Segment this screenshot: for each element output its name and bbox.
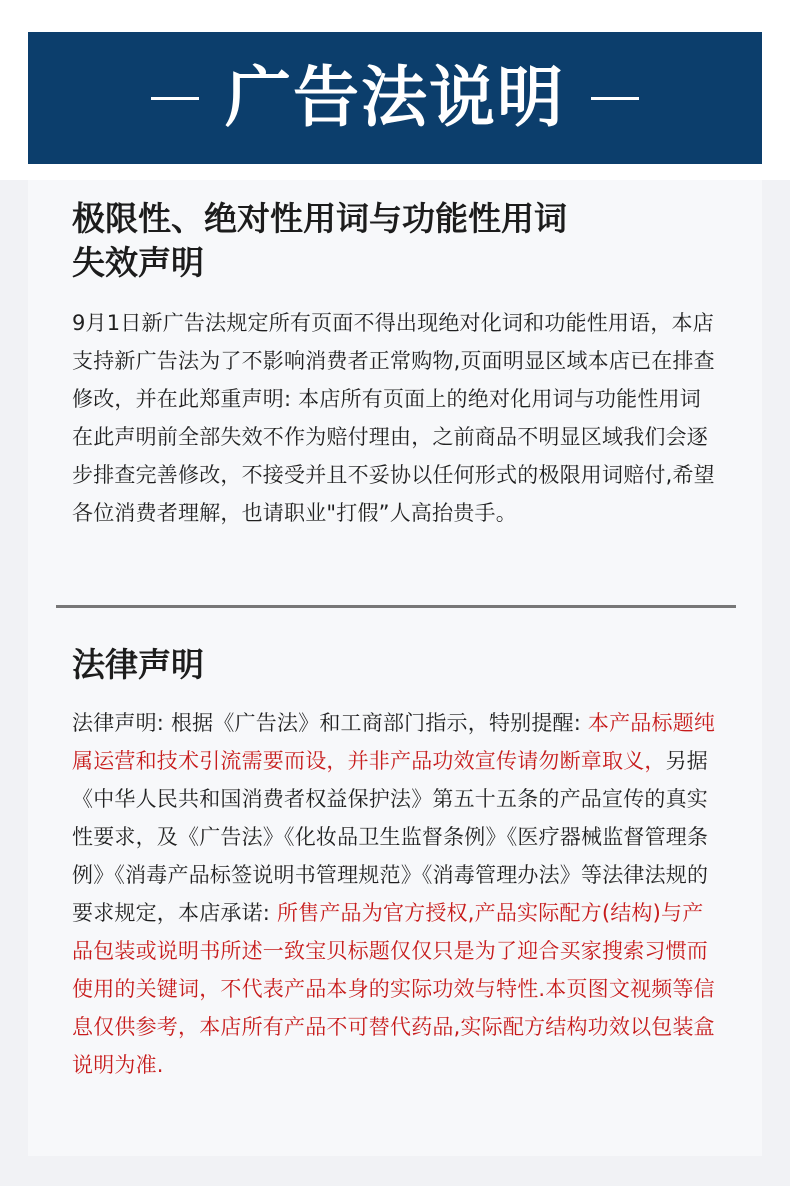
section1-body: 9月1日新广告法规定所有页面不得出现绝对化词和功能性用语，本店支持新广告法为了不影响消费者正常购物,页面明显区域本店已在排查修改，并在此郑重声明: 本店所有页面上的绝对化用词与功能性用词在此声明前全部失效不作为赔付理由，之前商品不明显区域我们会逐步排查完善修改，不接受并且不妥协以任何形式的极限用词赔付,希望各位消费者理解，也请职业"打假”人高抬贵手。 xyxy=(72,311,715,525)
section2-body-highlight2: 所售产品为官方授权,产品实际配方(结构)与产品包装或说明书所述一致宝贝标题仅仅只是为了迎合买家搜索习惯而使用的关键词，不代表产品本身的实际功效与特性.本页图文视频等信息仅供参考，本店所有产品不可替代药品,实际配方结构功效以包装盒说明为准. xyxy=(72,901,715,1077)
section2-body-highlight1: 本产品标题纯属运营和技术引流需要而设，并非产品功效宣传请勿断章取义， xyxy=(72,711,716,773)
section2-body-part3: 另据《中华人民共和国消费者权益保护法》第五十五条的产品宣传的真实性要求，及《广告法》《化妆品卫生监督条例》《医疗器械监督管理条例》《消毒产品标签说明书管理规范》《消毒管理办法》等法律法规的要求规定，本店承诺: xyxy=(72,749,709,925)
left-dash-decoration xyxy=(151,97,199,100)
section2-title: 法律声明 xyxy=(72,645,204,684)
banner-title: 广告法说明 xyxy=(225,59,565,136)
banner-inner xyxy=(151,59,639,136)
right-dash-decoration xyxy=(591,97,639,100)
section2-body xyxy=(72,704,722,1084)
header-banner xyxy=(28,32,762,164)
section-divider xyxy=(56,605,736,608)
section2-body-part1: 法律声明: 根据《广告法》和工商部门指示，特别提醒: xyxy=(72,711,588,735)
section1-title-line2: 失效声明 xyxy=(72,243,204,282)
section1-title-line1: 极限性、绝对性用词与功能性用词 xyxy=(72,199,567,238)
content-card xyxy=(28,180,762,1156)
